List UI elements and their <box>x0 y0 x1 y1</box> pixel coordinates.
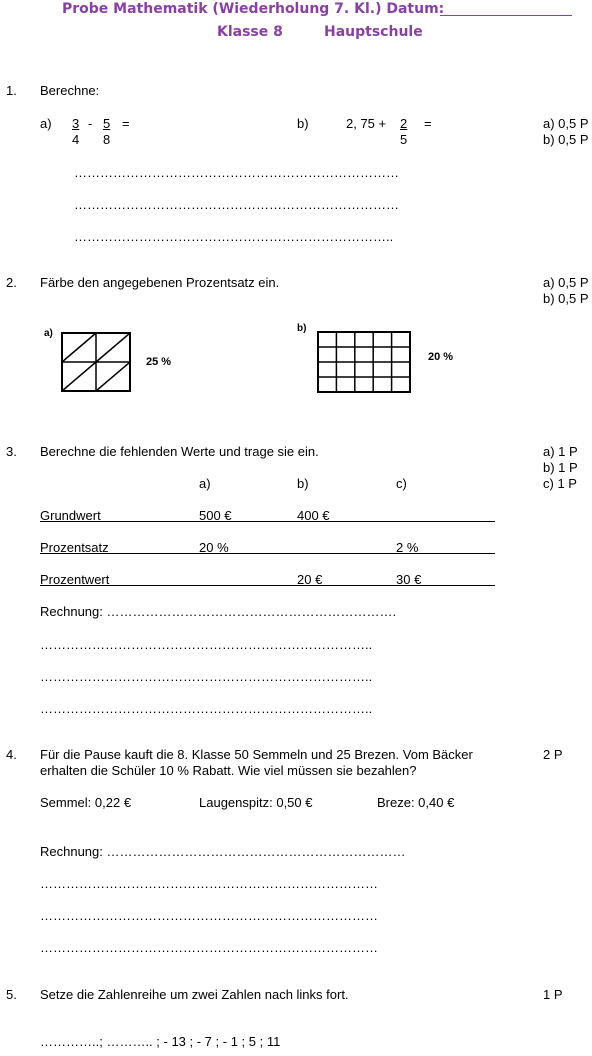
q3-number: 3. <box>6 444 17 459</box>
q1-a-minus: - <box>88 116 93 131</box>
q1-b-numerator: 2 <box>400 116 408 131</box>
q2-text: Färbe den angegebenen Prozentsatz ein. <box>40 275 280 290</box>
q3-points-a: a) 1 P <box>543 444 578 459</box>
q1-a-label: a) <box>40 116 52 131</box>
q3-row-label: Prozentsatz <box>40 540 109 555</box>
q3-answer-line: ………………………………………………………………….. <box>40 669 373 684</box>
q4-number: 4. <box>6 747 17 762</box>
q3-points-b: b) 1 P <box>543 460 578 475</box>
q1-number: 1. <box>6 83 17 98</box>
q1-answer-line: ………………………………………………………………… <box>74 165 399 180</box>
q1-b-label: b) <box>297 116 309 131</box>
q3-calc-label: Rechnung: …………………………………………………………. <box>40 604 397 619</box>
q1-points-b: b) 0,5 P <box>543 132 589 147</box>
q5-sequence: …………..; ……….. ; - 13 ; - 7 ; - 1 ; 5 ; 11 <box>40 1034 281 1049</box>
q4-price: Breze: 0,40 € <box>377 795 455 810</box>
q4-answer-line: …………………………………………………………………… <box>40 908 378 923</box>
q5-number: 5. <box>6 987 17 1002</box>
header-class: Klasse 8 <box>217 24 283 40</box>
q1-b-equals: = <box>424 116 432 131</box>
q5-text: Setze die Zahlenreihe um zwei Zahlen nach links fort. <box>40 987 349 1002</box>
q1-b-expression: 2, 75 + <box>346 116 387 131</box>
q3-cell: 20 % <box>199 540 229 555</box>
q1-points-a: a) 0,5 P <box>543 116 589 131</box>
q3-row-rule <box>40 585 495 586</box>
q4-text-line1: Für die Pause kauft die 8. Klasse 50 Semmeln und 25 Brezen. Vom Bäcker <box>40 747 473 762</box>
q2-points-b: b) 0,5 P <box>543 291 589 306</box>
q2-points-a: a) 0,5 P <box>543 275 589 290</box>
q4-points: 2 P <box>543 747 563 762</box>
q3-cell: 30 € <box>396 572 422 587</box>
q2-b-percent: 20 % <box>428 351 454 363</box>
date-line <box>440 15 572 16</box>
header-school: Hauptschule <box>324 24 423 40</box>
q1-answer-line: ………………………………………………………………… <box>74 197 399 212</box>
q1-a-equals: = <box>122 116 130 131</box>
q3-column-b: b) <box>297 476 309 491</box>
q1-a-denominator1: 4 <box>72 132 80 147</box>
q1-a-numerator1: 3 <box>72 116 80 131</box>
q2-b-rectangle-grid <box>317 331 411 393</box>
q4-answer-line: …………………………………………………………………… <box>40 940 378 955</box>
q4-answer-line: …………………………………………………………………… <box>40 876 378 891</box>
q4-price: Laugenspitz: 0,50 € <box>199 795 313 810</box>
q3-row-rule <box>40 553 495 554</box>
q3-row-rule <box>40 521 495 522</box>
q3-points-c: c) 1 P <box>543 476 577 491</box>
q4-calc-label: Rechnung: …………………………………………………………… <box>40 844 406 859</box>
q2-number: 2. <box>6 275 17 290</box>
q3-cell: 2 % <box>396 540 419 555</box>
q2-a-percent: 25 % <box>146 356 172 368</box>
q3-answer-line: ………………………………………………………………….. <box>40 637 373 652</box>
q3-cell: 400 € <box>297 508 330 523</box>
q3-cell: 500 € <box>199 508 232 523</box>
page-header-title: Probe Mathematik (Wiederholung 7. Kl.) Datum: <box>62 1 445 17</box>
q1-text: Berechne: <box>40 83 100 98</box>
q1-a-numerator2: 5 <box>103 116 111 131</box>
q1-answer-line: ……………………………………………………………….. <box>74 229 394 244</box>
q3-answer-line: ………………………………………………………………….. <box>40 701 373 716</box>
q3-column-a: a) <box>199 476 211 491</box>
q3-row-label: Prozentwert <box>40 572 110 587</box>
q3-column-c: c) <box>396 476 407 491</box>
q1-a-denominator2: 8 <box>103 132 111 147</box>
q4-price: Semmel: 0,22 € <box>40 795 132 810</box>
q1-b-denominator: 5 <box>400 132 408 147</box>
q3-row-label: Grundwert <box>40 508 101 523</box>
q5-points: 1 P <box>543 987 563 1002</box>
q2-b-label: b) <box>297 323 307 334</box>
q2-a-label: a) <box>44 328 53 339</box>
q3-text: Berechne die fehlenden Werte und trage sie ein. <box>40 444 319 459</box>
q2-a-triangle-grid <box>61 332 131 392</box>
q4-text-line2: erhalten die Schüler 10 % Rabatt. Wie viel müssen sie bezahlen? <box>40 763 417 778</box>
q3-cell: 20 € <box>297 572 323 587</box>
